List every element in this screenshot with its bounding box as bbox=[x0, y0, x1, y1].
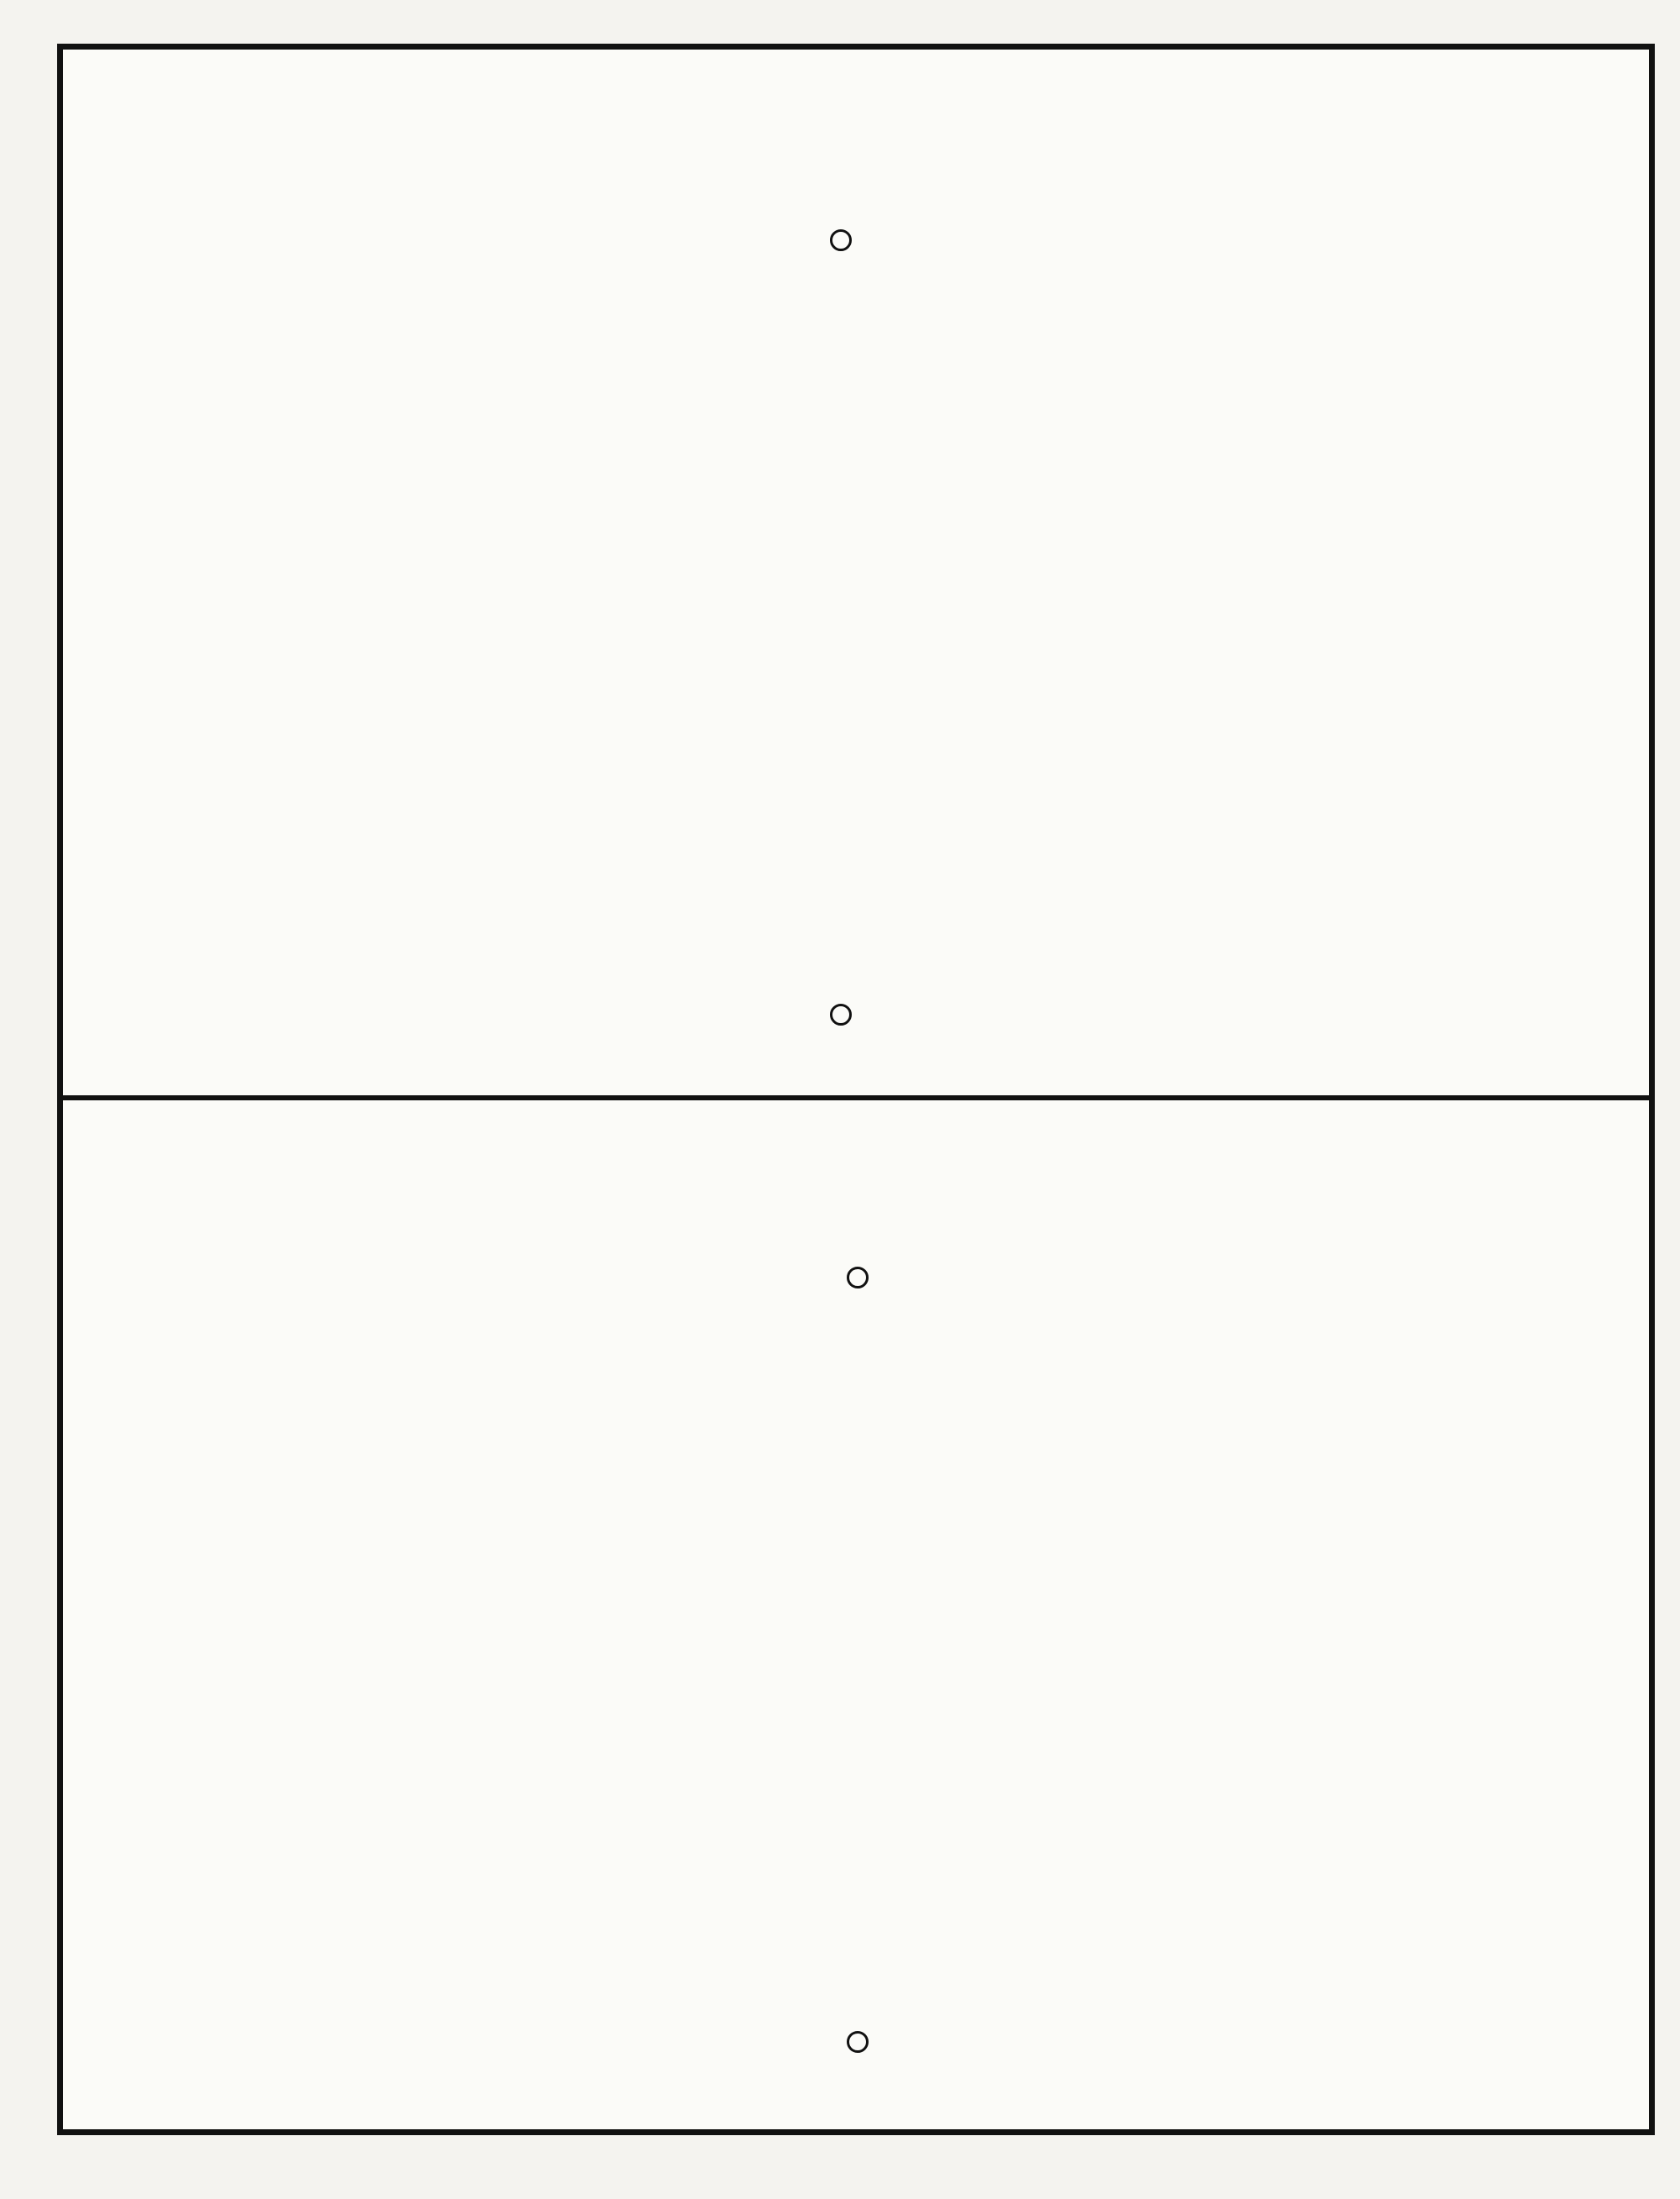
circle-marker bbox=[847, 1267, 869, 1288]
panel-divider bbox=[63, 1095, 1649, 1100]
circle-marker bbox=[847, 2031, 869, 2053]
page-frame bbox=[57, 44, 1655, 2135]
circle-marker bbox=[830, 1004, 852, 1026]
circle-marker bbox=[830, 229, 852, 251]
